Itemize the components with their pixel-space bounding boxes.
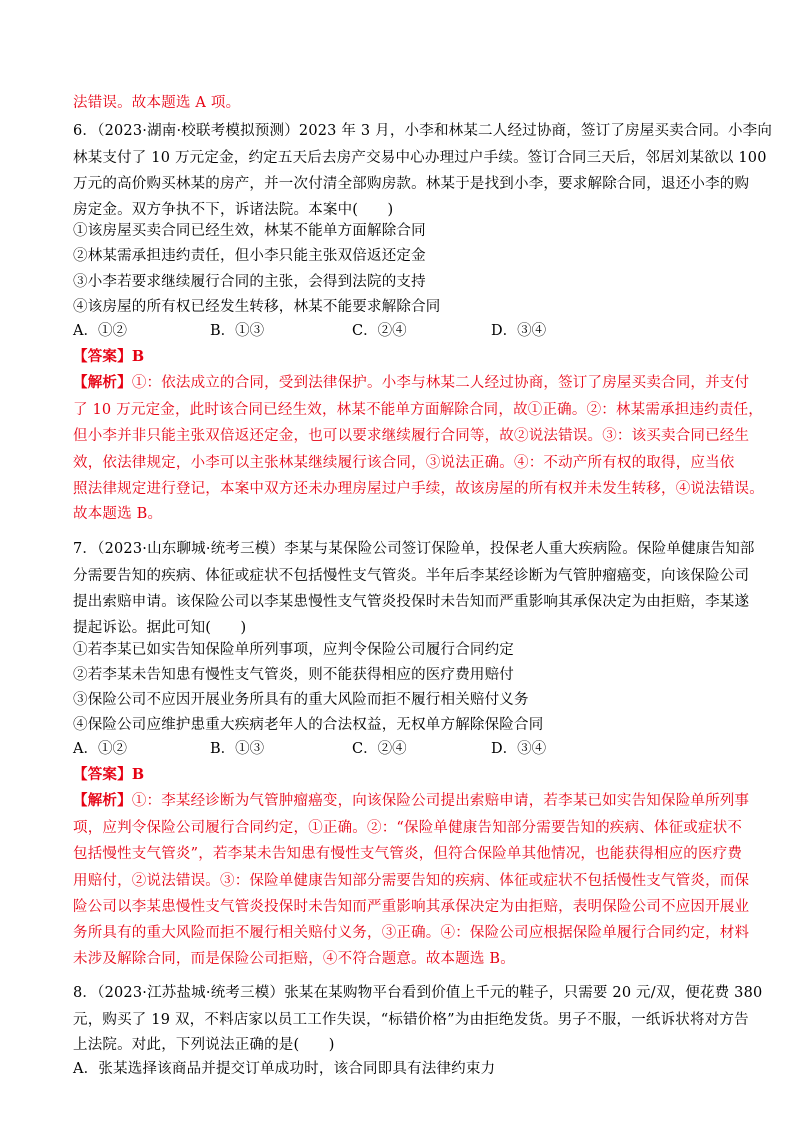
option-c: C．②④ (352, 741, 407, 757)
q7-analysis-line: 务所具有的重大风险而拒不履行相关赔付义务，③正确。④：保险公司应根据保险单履行合同约定，材料 (73, 925, 750, 941)
q6-stem-line: 万元的高价购买林某的房产，并一次付清全部购房款。林某于是找到小李，要求解除合同，退还小李的购 (73, 176, 750, 192)
q6-analysis-line: 故本题选 B。 (73, 506, 163, 522)
option-b: B．①③ (210, 323, 265, 339)
option-d: D．③④ (491, 741, 547, 757)
option-a: A．①② (73, 323, 127, 339)
q7-stem-line: 分需要告知的疾病、体征或症状不包括慢性支气管炎。半年后李某经诊断为气管肿瘤癌变，向该保险公司 (73, 568, 750, 584)
option-b: B．①③ (210, 741, 265, 757)
q7-analysis-line: 用赔付，②说法错误。③：保险单健康告知部分需要告知的疾病、体征或症状不包括慢性支气管炎，而保 (73, 873, 750, 889)
answer-value: B (131, 348, 145, 365)
q7-analysis-line: 包括慢性支气管炎”，若李某未告知患有慢性支气管炎，但符合保险单其他情况，也能获得相应的医疗费 (73, 846, 743, 862)
q7-statement: ①若李某已如实告知保险单所列事项，应判令保险公司履行合同约定 (73, 642, 514, 658)
q6-statement: ①该房屋买卖合同已经生效，林某不能单方面解除合同 (73, 223, 426, 239)
analysis-tag: 【解析】 (73, 792, 132, 809)
q6-statement: ④该房屋的所有权已经发生转移，林某不能要求解除合同 (73, 299, 441, 315)
q7-statement: ④保险公司应维护患重大疾病老年人的合法权益，无权单方解除保险合同 (73, 717, 544, 733)
q7-statement: ②若李某未告知患有慢性支气管炎，则不能获得相应的医疗费用赔付 (73, 667, 514, 683)
q6-analysis-line (73, 373, 749, 393)
q6-statement: ②林某需承担违约责任，但小李只能主张双倍返还定金 (73, 248, 426, 264)
q7-analysis-line: 项，应判令保险公司履行合同约定，①正确。②：“保险单健康告知部分需要告知的疾病、体征或症状不 (73, 820, 743, 836)
q6-analysis-line: 了 10 万元定金，此时该合同已经生效，林某不能单方面解除合同，故①正确。②：林某需承担违约责任， (73, 402, 763, 418)
q8-stem-line: 8．（2023·江苏盐城·统考三模）张某在某购物平台看到价值上千元的鞋子，只需要 20 元/双，便花费 380 (73, 985, 763, 1001)
answer-tag: 【答案】 (73, 766, 132, 783)
q8-stem-line: 元，购买了 19 双，不料店家以员工工作失误，“标错价格”为由拒绝发货。男子不服，一纸诉状将对方告 (73, 1012, 749, 1028)
q6-stem-line: 房定金。双方争执不下，诉诸法院。本案中( ) (73, 202, 394, 218)
option-c: C．②④ (352, 323, 407, 339)
q6-statement: ③小李若要求继续履行合同的主张，会得到法院的支持 (73, 274, 426, 290)
analysis-text: ①：依法成立的合同，受到法律保护。小李与林某二人经过协商，签订了房屋买卖合同，并支付 (131, 375, 750, 391)
q7-stem-line: 提出索赔申请。该保险公司以李某患慢性支气管炎投保时未告知而严重影响其承保决定为由拒赔，李某遂 (73, 594, 750, 610)
q7-analysis-line (73, 791, 749, 811)
answer-value: B (131, 766, 145, 783)
intro-line: 法错误。故本题选 A 项。 (73, 95, 241, 111)
q8-option: A．张某选择该商品并提交订单成功时，该合同即具有法律约束力 (73, 1061, 496, 1077)
q7-analysis-line: 险公司以李某患慢性支气管炎投保时未告知而严重影响其承保决定为由拒赔，表明保险公司不应因开展业 (73, 899, 750, 915)
q7-answer (73, 765, 144, 785)
analysis-tag: 【解析】 (73, 374, 132, 391)
q6-answer (73, 347, 144, 367)
q7-analysis-line: 未涉及解除合同，而是保险公司拒赔，④不符合题意。故本题选 B。 (73, 951, 515, 967)
option-a: A．①② (73, 741, 127, 757)
q6-stem-line: 林某支付了 10 万元定金，约定五天后去房产交易中心办理过户手续。签订合同三天后，邻居刘某欲以 100 (73, 150, 767, 166)
q8-stem-line: 上法院。对此，下列说法正确的是( ) (73, 1037, 335, 1053)
q7-stem-line: 提起诉讼。据此可知( ) (73, 620, 247, 636)
q6-stem-line: 6．（2023·湖南·校联考模拟预测）2023 年 3 月，小李和林某二人经过协商，签订了房屋买卖合同。小李向 (73, 123, 773, 139)
q6-analysis-line: 但小李并非只能主张双倍返还定金，也可以要求继续履行合同等，故②说法错误。③：该买卖合同已经生 (73, 428, 750, 444)
answer-tag: 【答案】 (73, 348, 132, 365)
analysis-text: ①：李某经诊断为气管肿瘤癌变，向该保险公司提出索赔申请，若李某已如实告知保险单所列事 (131, 793, 750, 809)
q6-analysis-line: 照法律规定进行登记，本案中双方还未办理房屋过户手续，故该房屋的所有权并未发生转移，④说法错误。 (73, 481, 764, 497)
q7-stem-line: 7．（2023·山东聊城·统考三模）李某与某保险公司签订保险单，投保老人重大疾病险。保险单健康告知部 (73, 541, 755, 557)
q7-statement: ③保险公司不应因开展业务所具有的重大风险而拒不履行相关赔付义务 (73, 692, 529, 708)
option-d: D．③④ (491, 323, 547, 339)
q6-analysis-line: 效，依法律规定，小李可以主张林某继续履行该合同，③说法正确。④：不动产所有权的取得，应当依 (73, 455, 735, 471)
